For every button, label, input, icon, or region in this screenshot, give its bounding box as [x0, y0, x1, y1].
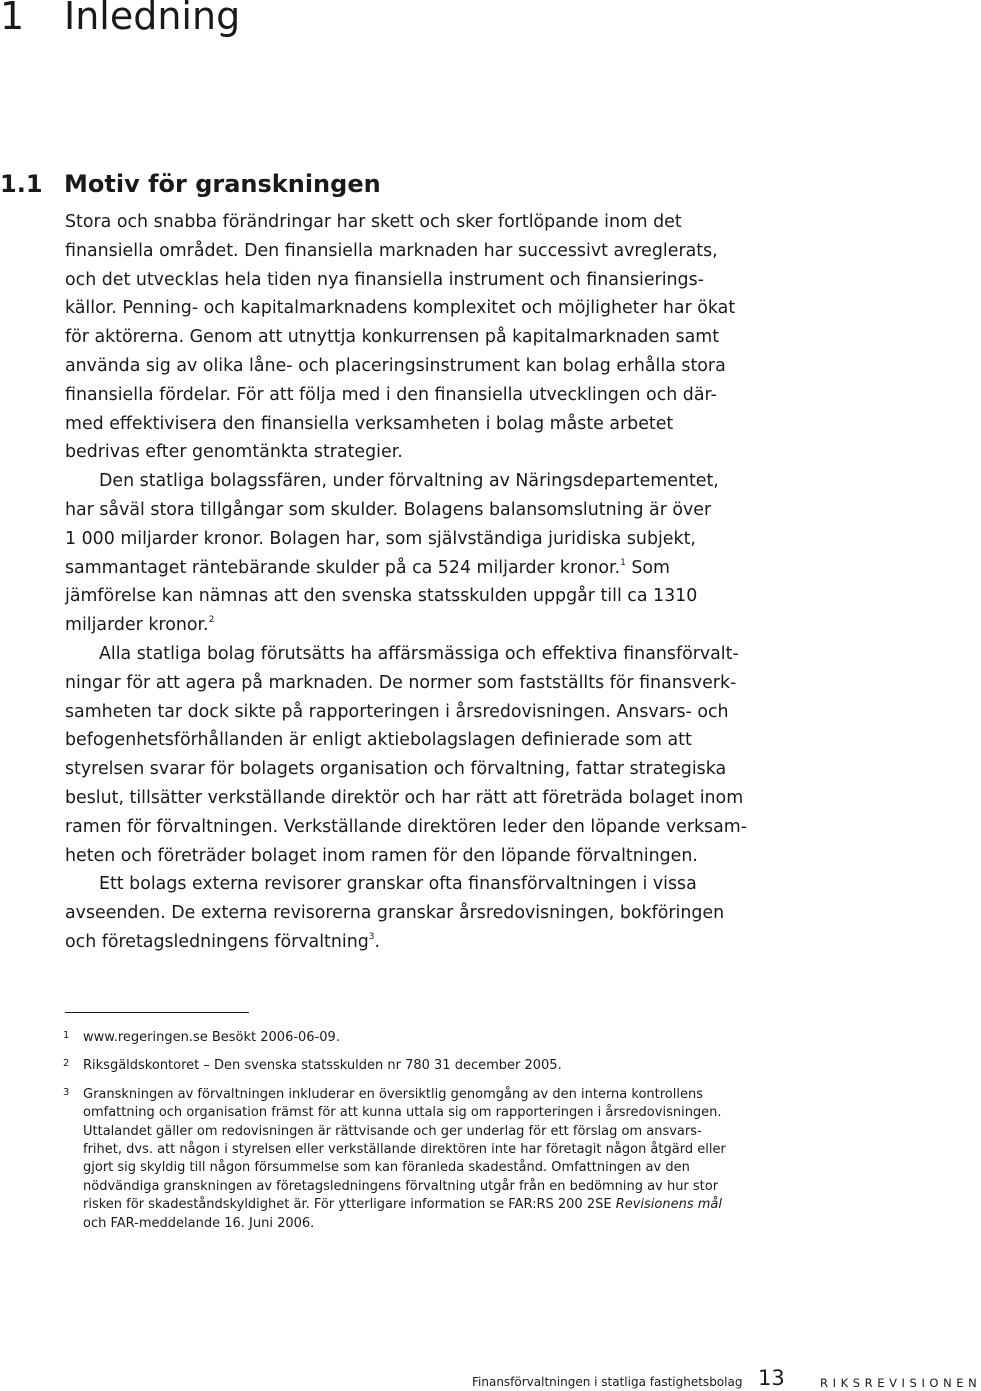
chapter-title: Inledning [64, 0, 241, 38]
text-line: använda sig av olika låne- och placeringsinstrument kan bolag erhålla stora [65, 355, 726, 376]
text-line: avseenden. De externa revisorerna granskar årsredovisningen, bokföringen [65, 903, 725, 924]
text-segment: risken för skadeståndskyldighet är. För ytterligare information se FAR:RS 200 2SE [83, 1197, 612, 1213]
text-segment: Som [631, 557, 670, 578]
page-number: 13 [758, 1366, 785, 1390]
text-line: Den statliga bolagssfären, under förvaltning av Näringsdepartementet, [99, 471, 719, 492]
paragraph-2 [65, 467, 755, 640]
footer-organization-logo: RIKSREVISIONEN [820, 1376, 981, 1390]
text-segment: och företagsledningens förvaltning [65, 931, 369, 952]
text-line: finansiella fördelar. För att följa med i den finansiella utvecklingen och där- [65, 384, 717, 405]
footnotes [0, 1029, 960, 1243]
section-title: Motiv för granskningen [64, 170, 381, 198]
footnote-ref-3[interactable]: 3 [368, 931, 375, 942]
section-heading [0, 170, 381, 198]
paragraph-3 [65, 640, 755, 870]
text-line [65, 554, 755, 583]
text-line: källor. Penning- och kapitalmarknadens komplexitet och möjligheter har ökat [65, 298, 736, 319]
text-segment: sammantaget räntebärande skulder på ca 524 miljarder kronor. [65, 557, 621, 578]
footnote-line: gjort sig skyldig till någon försummelse som kan föranleda skadestånd. Omfattningen av den [83, 1160, 690, 1176]
text-line: och det utvecklas hela tiden nya finansiella instrument och finansierings- [65, 269, 704, 290]
footnote-line: Riksgäldskontoret – Den svenska statsskulden nr 780 31 december 2005. [83, 1058, 562, 1074]
text-line: har såväl stora tillgångar som skulder. Bolagens balansomslutning är över [65, 499, 712, 520]
footnote-line: nödvändiga granskningen av företagsledningens förvaltning utgår från en bedömning av hur stor [83, 1178, 719, 1194]
footnote-number: 3 [63, 1086, 70, 1098]
text-line: Stora och snabba förändringar har skett och sker fortlöpande inom det [65, 212, 682, 232]
text-line: beslut, tillsätter verkställande direktör och har rätt att företräda bolaget inom [65, 787, 744, 808]
text-line: ningar för att agera på marknaden. De normer som fastställts för finansverk- [65, 672, 737, 693]
text-line: styrelsen svarar för bolagets organisation och förvaltning, fattar strategiska [65, 759, 727, 780]
footnote-number: 1 [63, 1030, 70, 1041]
footnote-line [83, 1196, 960, 1214]
text-line: jämförelse kan nämnas att den svenska statsskulden uppgår till ca 1310 [65, 586, 698, 607]
text-line: ramen för förvaltningen. Verkställande direktören leder den löpande verksam- [65, 816, 747, 837]
footnote-3 [0, 1086, 960, 1233]
text-segment: miljarder kronor. [65, 615, 209, 636]
text-line: Alla statliga bolag förutsätts ha affärsmässiga och effektiva finansförvalt- [99, 643, 739, 664]
text-segment: . [374, 931, 381, 952]
footnote-1 [0, 1029, 960, 1047]
footnote-line: omfattning och organisation främst för att kunna uttala sig om rapporteringen i årsredovisningen. [83, 1105, 722, 1121]
reference-title: Revisionens mål [615, 1197, 723, 1213]
text-line: 1 000 miljarder kronor. Bolagen har, som självständiga juridiska subjekt, [65, 528, 696, 549]
text-line [65, 928, 755, 957]
chapter-number: 1 [0, 0, 25, 38]
footer-document-title: Finansförvaltningen i statliga fastighetsbolag [472, 1375, 743, 1389]
text-line: med effektivisera den finansiella verksamheten i bolag måste arbetet [65, 413, 674, 434]
footnote-number: 2 [63, 1058, 70, 1070]
section-number: 1.1 [0, 170, 43, 198]
text-line: för aktörerna. Genom att utnyttja konkurrensen på kapitalmarknaden samt [65, 327, 720, 348]
footnote-line: Uttalandet gäller om redovisningen är rättvisande och ger underlag för ett förslag om ansvars- [83, 1123, 702, 1139]
chapter-heading [0, 0, 240, 38]
text-line: finansiella området. Den finansiella marknaden har successivt avreglerats, [65, 240, 718, 261]
text-line [65, 611, 755, 640]
text-line: Ett bolags externa revisorer granskar ofta finansförvaltningen i vissa [99, 874, 697, 895]
text-line: bedrivas efter genomtänkta strategier. [65, 442, 403, 463]
text-line: befogenhetsförhållanden är enligt aktiebolagslagen definierade som att [65, 730, 692, 751]
footnote-line: frihet, dvs. att någon i styrelsen eller verkställande direktören inte har företagit någon åtgärd eller [83, 1142, 726, 1158]
footnote-divider [65, 1012, 249, 1013]
footnote-ref-1[interactable]: 1 [620, 557, 626, 568]
text-line: heten och företräder bolaget inom ramen för den löpande förvaltningen. [65, 845, 698, 866]
footnote-line: Granskningen av förvaltningen inkluderar en översiktlig genomgång av den interna kontrollens [83, 1086, 703, 1102]
footnote-line: och FAR-meddelande 16. Juni 2006. [83, 1215, 315, 1231]
footnote-ref-2[interactable]: 2 [208, 615, 215, 626]
footnote-2 [0, 1057, 960, 1075]
text-line: samheten tar dock sikte på rapporteringen i årsredovisningen. Ansvars- och [65, 701, 729, 722]
paragraph-1 [65, 208, 755, 467]
footnote-line: www.regeringen.se Besökt 2006-06-09. [83, 1030, 340, 1045]
paragraph-4 [65, 870, 755, 956]
body-text [65, 208, 755, 957]
